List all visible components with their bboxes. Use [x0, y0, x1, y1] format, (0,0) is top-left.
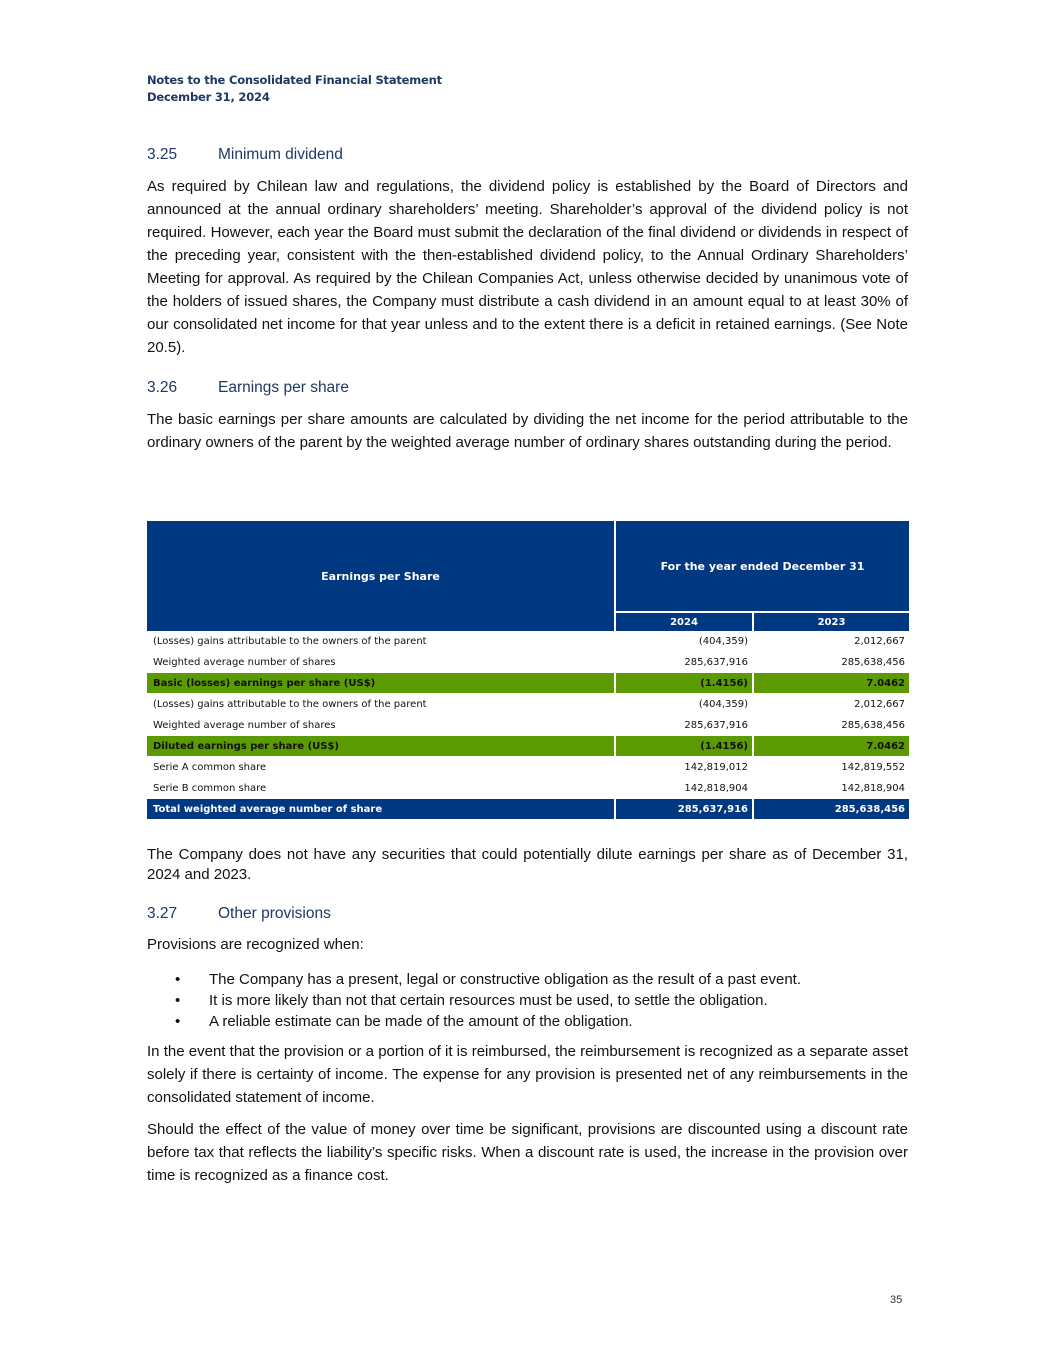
- value-2023: 285,638,456: [841, 656, 905, 668]
- value-2024: 142,819,012: [684, 761, 748, 773]
- page-number: 35: [890, 1294, 903, 1306]
- row-label: Weighted average number of shares: [153, 656, 336, 668]
- section-title: Earnings per share: [218, 379, 349, 396]
- table-row: [147, 799, 909, 820]
- section-heading-minimum-dividend: [147, 146, 343, 164]
- table-row: [147, 652, 909, 673]
- eps-period-header: For the year ended December 31: [616, 521, 909, 611]
- value-2023: 7.0462: [754, 736, 909, 756]
- eps-table-title: Earnings per Share: [147, 521, 614, 631]
- reimbursement-paragraph: In the event that the provision or a portion of it is reimbursed, the reimbursement is recognized as a separate asset solely if there is certainty of income. The expense for any provision is presented net of any reimbursements in the consolidated statement of income.: [147, 1043, 908, 1106]
- bullet-icon: •: [175, 992, 181, 1009]
- section-title: Other provisions: [218, 905, 331, 922]
- value-2023: 285,638,456: [754, 799, 909, 819]
- value-2024: (1.4156): [616, 736, 752, 756]
- header-date: December 31, 2024: [147, 90, 270, 104]
- row-label: (Losses) gains attributable to the owners of the parent: [153, 635, 427, 647]
- section-number: 3.25: [147, 146, 178, 163]
- provisions-criteria-list: [147, 969, 908, 1032]
- list-item: [147, 990, 908, 1011]
- value-2023: 2,012,667: [854, 698, 905, 710]
- value-2024: (1.4156): [616, 673, 752, 693]
- value-2024: 285,637,916: [684, 656, 748, 668]
- value-2024: 142,818,904: [684, 782, 748, 794]
- section-title: Minimum dividend: [218, 146, 343, 163]
- row-label: Diluted earnings per share (US$): [147, 736, 614, 756]
- row-label: Weighted average number of shares: [153, 719, 336, 731]
- list-item-text: A reliable estimate can be made of the amount of the obligation.: [209, 1013, 633, 1030]
- row-label: Serie B common share: [153, 782, 267, 794]
- list-item: [147, 969, 908, 990]
- eps-table: [147, 521, 909, 820]
- value-2023: 142,818,904: [841, 782, 905, 794]
- section-number: 3.26: [147, 379, 178, 396]
- value-2024: 285,637,916: [616, 799, 752, 819]
- value-2024: (404,359): [698, 635, 748, 647]
- column-header-2024: 2024: [616, 613, 752, 631]
- table-row: [147, 694, 909, 715]
- value-2023: 142,819,552: [841, 761, 905, 773]
- table-row: [147, 715, 909, 736]
- provisions-intro: Provisions are recognized when:: [147, 936, 364, 953]
- eps-table-header: [147, 521, 909, 631]
- section-heading-earnings-per-share: [147, 379, 349, 397]
- column-header-2023: 2023: [754, 613, 909, 631]
- list-item: [147, 1011, 908, 1032]
- table-row: [147, 736, 909, 757]
- eps-description-paragraph: The basic earnings per share amounts are calculated by dividing the net income for the period attributable to the ordinary owners of the parent by the weighted average number of ordinary shares outstanding during the period.: [147, 411, 908, 451]
- table-row: [147, 778, 909, 799]
- list-item-text: It is more likely than not that certain resources must be used, to settle the obligation.: [209, 992, 768, 1009]
- dilution-note-paragraph: The Company does not have any securities that could potentially dilute earnings per share as of December 31, 2024 and 2023.: [147, 846, 908, 883]
- value-2024: (404,359): [698, 698, 748, 710]
- running-header: [147, 72, 442, 106]
- value-2024: 285,637,916: [684, 719, 748, 731]
- discounting-paragraph: Should the effect of the value of money over time be significant, provisions are discounted using a discount rate before tax that reflects the liability’s specific risks. When a discount rate is used, the increase in the provision over time is recognized as a finance cost.: [147, 1121, 908, 1184]
- row-label: Serie A common share: [153, 761, 267, 773]
- table-row: [147, 673, 909, 694]
- table-row: [147, 757, 909, 778]
- value-2023: 285,638,456: [841, 719, 905, 731]
- value-2023: 2,012,667: [854, 635, 905, 647]
- row-label: Basic (losses) earnings per share (US$): [147, 673, 614, 693]
- row-label: Total weighted average number of share: [147, 799, 614, 819]
- header-title: Notes to the Consolidated Financial Statement: [147, 73, 442, 87]
- table-row: [147, 631, 909, 652]
- bullet-icon: •: [175, 971, 181, 988]
- eps-table-body: [147, 631, 909, 820]
- bullet-icon: •: [175, 1013, 181, 1030]
- minimum-dividend-paragraph: As required by Chilean law and regulations, the dividend policy is established by the Board of Directors and announced at the annual ordinary shareholders’ meeting. Shareholder’s approval of the dividend policy is not required. However, each year the Board must submit the declaration of the final dividend or dividends in respect of the preceding year, consistent with the then-established dividend policy, to the Annual Ordinary Shareholders’ Meeting for approval. As required by the Chilean Companies Act, unless otherwise decided by unanimous vote of the holders of issued shares, the Company must distribute a cash dividend in an amount equal to at least 30% of our consolidated net income for that year unless and to the extent there is a deficit in retained earnings. (See Note 20.5).: [147, 178, 908, 356]
- list-item-text: The Company has a present, legal or constructive obligation as the result of a past event.: [209, 971, 802, 988]
- section-number: 3.27: [147, 905, 178, 922]
- value-2023: 7.0462: [754, 673, 909, 693]
- row-label: (Losses) gains attributable to the owners of the parent: [153, 698, 427, 710]
- section-heading-other-provisions: [147, 905, 331, 923]
